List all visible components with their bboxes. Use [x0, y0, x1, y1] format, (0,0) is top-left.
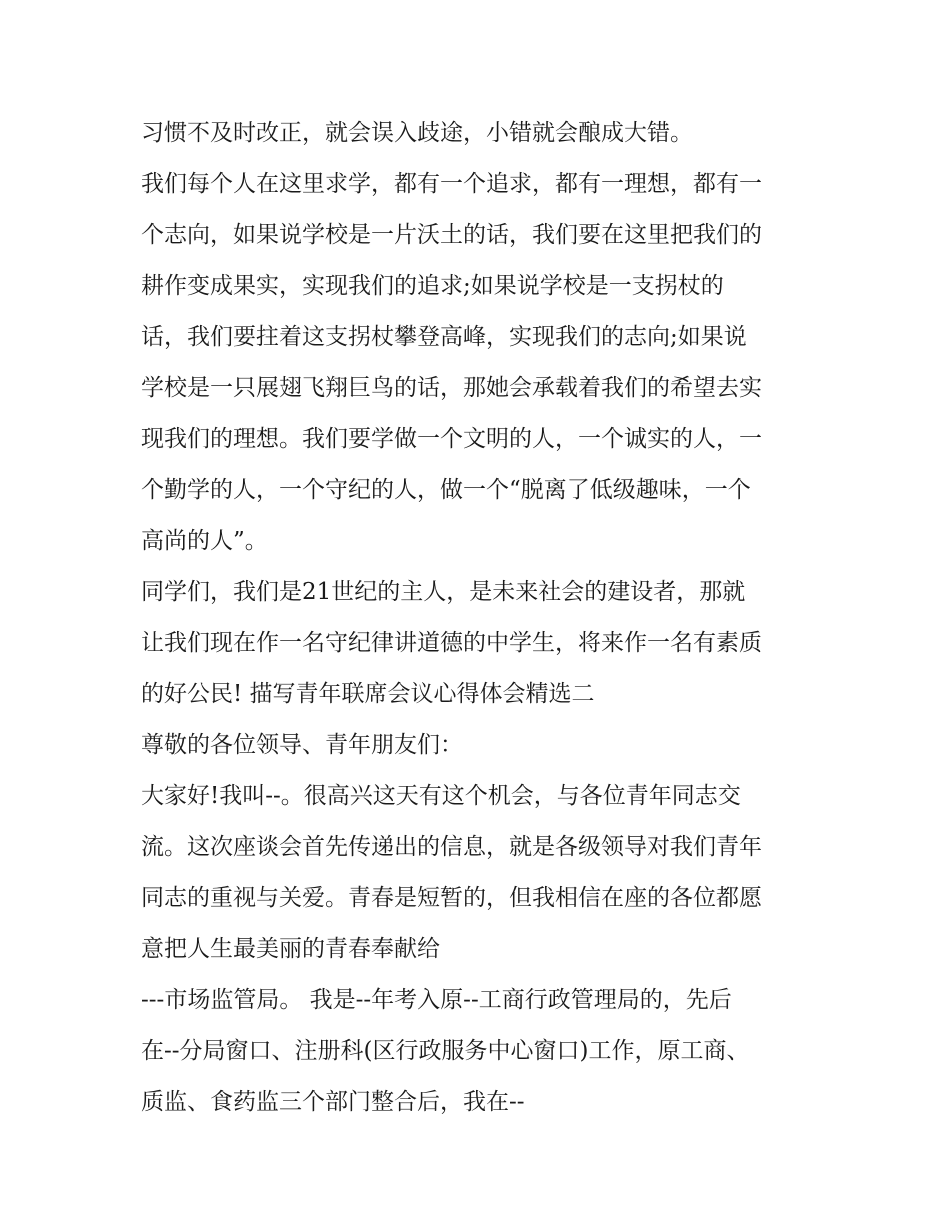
salutation-line: 尊敬的各位领导、青年朋友们： — [141, 732, 463, 758]
text-line: 意把人生最美丽的青春奉献给 — [141, 936, 440, 962]
text-line: 大家好!我叫--。很高兴这天有这个机会，与各位青年同志交 — [141, 783, 741, 809]
text-line: 习惯不及时改正，就会误入歧途，小错就会酿成大错。 — [141, 120, 693, 146]
text-line: 在--分局窗口、注册科(区行政服务中心窗口)工作，原工商、 — [141, 1038, 750, 1064]
section-heading-line: 的好公民! 描写青年联席会议心得体会精选二 — [141, 681, 595, 707]
text-line: 高尚的人”。 — [141, 528, 268, 554]
text-line: 我们每个人在这里求学，都有一个追求，都有一理想，都有一 — [141, 171, 762, 197]
text-line: 同志的重视与关爱。青春是短暂的，但我相信在座的各位都愿 — [141, 885, 762, 911]
text-line: 个勤学的人，一个守纪的人，做一个“脱离了低级趣味，一个 — [141, 477, 751, 503]
text-line: 质监、食药监三个部门整合后，我在-- — [141, 1089, 525, 1115]
text-line: 现我们的理想。我们要学做一个文明的人，一个诚实的人，一 — [141, 426, 762, 452]
text-line: 耕作变成果实，实现我们的追求;如果说学校是一支拐杖的 — [141, 273, 724, 299]
text-line: 学校是一只展翅飞翔巨鸟的话，那她会承载着我们的希望去实 — [141, 375, 762, 401]
text-line: 同学们，我们是21世纪的主人，是未来社会的建设者，那就 — [141, 579, 746, 605]
text-line: 流。这次座谈会首先传递出的信息，就是各级领导对我们青年 — [141, 834, 762, 860]
document-body — [141, 108, 831, 1128]
text-line: 话，我们要拄着这支拐杖攀登高峰，实现我们的志向;如果说 — [141, 324, 747, 350]
text-line: ---市场监管局。 我是--年考入原--工商行政管理局的，先后 — [141, 987, 732, 1013]
text-line: 个志向，如果说学校是一片沃土的话，我们要在这里把我们的 — [141, 222, 762, 248]
text-line: 让我们现在作一名守纪律讲道德的中学生，将来作一名有素质 — [141, 630, 762, 656]
